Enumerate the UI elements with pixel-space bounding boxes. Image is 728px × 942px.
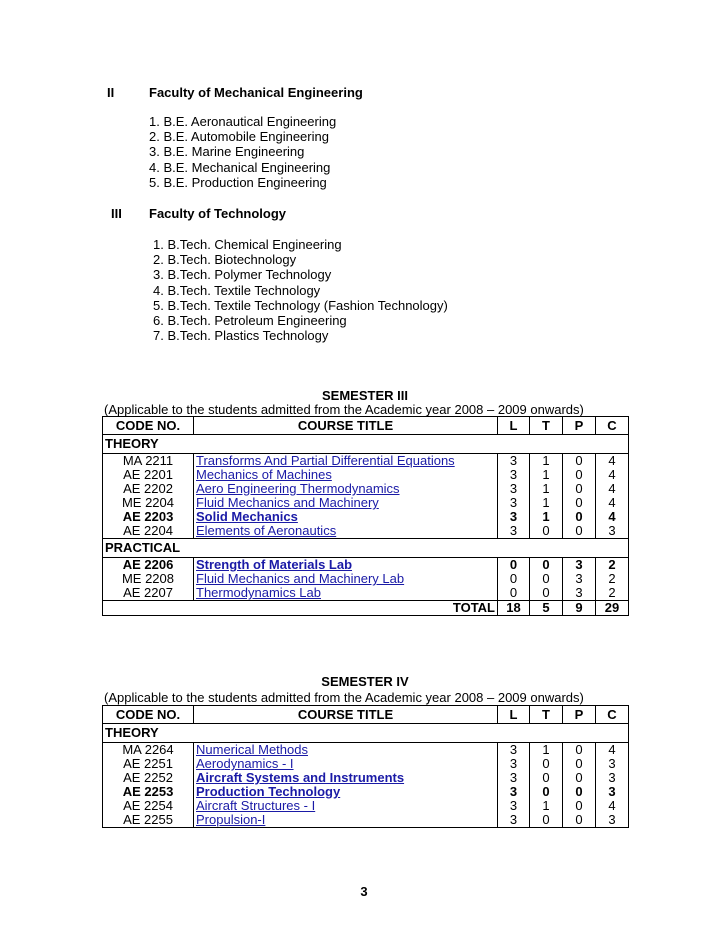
course-l: 3 <box>498 482 530 496</box>
total-t: 5 <box>530 601 563 616</box>
course-p: 0 <box>563 771 596 785</box>
course-l: 0 <box>498 572 530 586</box>
course-title-link[interactable]: Strength of Materials Lab <box>196 557 353 572</box>
header-t: T <box>530 417 563 435</box>
faculty-numeral: III <box>111 206 122 221</box>
course-title-link[interactable]: Production Technology <box>196 785 341 799</box>
page-number: 3 <box>360 884 368 899</box>
course-code: AE 2206 <box>103 558 194 573</box>
course-l: 0 <box>498 586 530 601</box>
header-t: T <box>530 706 563 724</box>
faculty-numeral: II <box>107 85 115 100</box>
course-row <box>103 510 629 524</box>
course-p: 0 <box>563 468 596 482</box>
header-l: L <box>498 706 530 724</box>
course-c: 4 <box>596 743 629 758</box>
program-item: 2. B.Tech. Biotechnology <box>153 252 297 268</box>
course-code: MA 2211 <box>103 454 194 469</box>
course-title-link[interactable]: Aerodynamics - I <box>196 757 294 771</box>
course-code: ME 2204 <box>103 496 194 510</box>
header-p: P <box>563 417 596 435</box>
course-t: 1 <box>530 496 563 510</box>
course-l: 3 <box>498 524 530 539</box>
faculty-title: Faculty of Technology <box>149 206 286 221</box>
course-t: 0 <box>530 771 563 785</box>
header-l: L <box>498 417 530 435</box>
course-title-link[interactable]: Solid Mechanics <box>196 510 298 524</box>
course-t: 0 <box>530 586 563 601</box>
course-title-link[interactable]: Aircraft Systems and Instruments <box>196 771 405 785</box>
course-c: 4 <box>596 454 629 469</box>
section-label: THEORY <box>103 435 629 454</box>
course-code: AE 2203 <box>103 510 194 524</box>
course-p: 0 <box>563 785 596 799</box>
program-item: 2. B.E. Automobile Engineering <box>149 129 329 145</box>
course-p: 0 <box>563 524 596 539</box>
header-code: CODE NO. <box>103 706 194 724</box>
faculty-title: Faculty of Mechanical Engineering <box>149 85 363 100</box>
course-p: 0 <box>563 799 596 813</box>
header-p: P <box>563 706 596 724</box>
total-p: 9 <box>563 601 596 616</box>
course-table <box>102 416 629 616</box>
course-c: 4 <box>596 496 629 510</box>
course-t: 1 <box>530 454 563 469</box>
course-title-cell <box>194 482 498 496</box>
total-c: 29 <box>596 601 629 616</box>
course-t: 0 <box>530 524 563 539</box>
course-t: 0 <box>530 572 563 586</box>
course-title-link[interactable]: Numerical Methods <box>196 742 308 757</box>
course-t: 1 <box>530 799 563 813</box>
course-c: 4 <box>596 468 629 482</box>
course-title-link[interactable]: Fluid Mechanics and Machinery Lab <box>196 572 405 586</box>
program-item: 4. B.E. Mechanical Engineering <box>149 159 331 175</box>
course-row <box>103 743 629 758</box>
course-p: 3 <box>563 586 596 601</box>
course-p: 0 <box>563 482 596 496</box>
course-c: 4 <box>596 482 629 496</box>
table-header-row <box>103 706 629 724</box>
course-title-cell <box>194 799 498 813</box>
course-title-link[interactable]: Transforms And Partial Differential Equations <box>196 453 455 468</box>
course-title-link[interactable]: Elements of Aeronautics <box>196 524 337 538</box>
header-code: CODE NO. <box>103 417 194 435</box>
course-row <box>103 757 629 771</box>
course-t: 1 <box>530 510 563 524</box>
course-p: 0 <box>563 813 596 828</box>
course-t: 0 <box>530 558 563 573</box>
course-title-cell <box>194 813 498 828</box>
program-list <box>149 114 336 190</box>
course-c: 3 <box>596 771 629 785</box>
program-item: 1. B.E. Aeronautical Engineering <box>149 114 337 129</box>
course-c: 2 <box>596 558 629 573</box>
total-row <box>103 601 629 616</box>
course-t: 1 <box>530 743 563 758</box>
program-item: 5. B.E. Production Engineering <box>149 174 327 190</box>
course-title-cell <box>194 586 498 601</box>
course-p: 3 <box>563 558 596 573</box>
course-title-cell <box>194 524 498 539</box>
course-p: 0 <box>563 510 596 524</box>
total-label: TOTAL <box>103 601 498 616</box>
course-l: 3 <box>498 813 530 828</box>
course-c: 3 <box>596 757 629 771</box>
course-title-cell <box>194 785 498 799</box>
program-item: 7. B.Tech. Plastics Technology <box>153 328 329 344</box>
course-l: 3 <box>498 757 530 771</box>
course-p: 0 <box>563 757 596 771</box>
course-code: ME 2208 <box>103 572 194 586</box>
course-row <box>103 454 629 469</box>
course-title-link[interactable]: Thermodynamics Lab <box>196 586 321 600</box>
course-row <box>103 572 629 586</box>
course-row <box>103 771 629 785</box>
course-row <box>103 482 629 496</box>
course-c: 3 <box>596 813 629 828</box>
course-row <box>103 558 629 573</box>
theory-rows <box>103 454 629 539</box>
semester-note: (Applicable to the students admitted from the Academic year 2008 – 2009 onwards) <box>104 690 584 705</box>
course-row <box>103 799 629 813</box>
header-c: C <box>596 417 629 435</box>
course-code: AE 2252 <box>103 771 194 785</box>
header-title: COURSE TITLE <box>194 417 498 435</box>
course-title-cell <box>194 743 498 758</box>
course-title-cell <box>194 558 498 573</box>
theory-rows <box>103 743 629 828</box>
course-c: 4 <box>596 510 629 524</box>
course-l: 3 <box>498 496 530 510</box>
course-code: AE 2254 <box>103 799 194 813</box>
course-title-cell <box>194 454 498 469</box>
course-t: 0 <box>530 813 563 828</box>
course-t: 1 <box>530 468 563 482</box>
course-title-cell <box>194 510 498 524</box>
course-title-link[interactable]: Fluid Mechanics and Machinery <box>196 496 379 510</box>
course-title-cell <box>194 572 498 586</box>
course-title-cell <box>194 757 498 771</box>
course-row <box>103 468 629 482</box>
course-p: 0 <box>563 454 596 469</box>
course-code: AE 2202 <box>103 482 194 496</box>
course-t: 0 <box>530 785 563 799</box>
course-c: 4 <box>596 799 629 813</box>
program-item: 4. B.Tech. Textile Technology <box>153 282 321 298</box>
course-row <box>103 524 629 539</box>
course-row <box>103 586 629 601</box>
semester-note: (Applicable to the students admitted from the Academic year 2008 – 2009 onwards) <box>104 402 584 417</box>
course-title-link[interactable]: Aircraft Structures - I <box>196 799 316 813</box>
section-label: THEORY <box>103 724 629 743</box>
course-code: MA 2264 <box>103 743 194 758</box>
course-code: AE 2253 <box>103 785 194 799</box>
course-title-link[interactable]: Mechanics of Machines <box>196 468 332 482</box>
header-c: C <box>596 706 629 724</box>
program-item: 1. B.Tech. Chemical Engineering <box>153 237 342 252</box>
course-c: 3 <box>596 785 629 799</box>
course-code: AE 2207 <box>103 586 194 601</box>
course-title-cell <box>194 468 498 482</box>
program-item: 3. B.E. Marine Engineering <box>149 144 305 160</box>
practical-rows <box>103 558 629 601</box>
course-c: 2 <box>596 586 629 601</box>
course-c: 3 <box>596 524 629 539</box>
course-t: 1 <box>530 482 563 496</box>
program-item: 6. B.Tech. Petroleum Engineering <box>153 313 347 329</box>
total-l: 18 <box>498 601 530 616</box>
course-title-link[interactable]: Propulsion-I <box>196 813 266 827</box>
course-title-cell <box>194 771 498 785</box>
semester-title: SEMESTER IV <box>321 674 409 689</box>
section-row <box>103 724 629 743</box>
course-l: 0 <box>498 558 530 573</box>
course-title-link[interactable]: Aero Engineering Thermodynamics <box>196 482 400 496</box>
course-p: 0 <box>563 496 596 510</box>
course-c: 2 <box>596 572 629 586</box>
course-table <box>102 705 629 828</box>
course-l: 3 <box>498 799 530 813</box>
semester-title: SEMESTER III <box>322 388 408 403</box>
course-t: 0 <box>530 757 563 771</box>
course-row <box>103 496 629 510</box>
program-list <box>153 237 448 343</box>
program-item: 5. B.Tech. Textile Technology (Fashion Technology) <box>153 297 448 313</box>
course-title-cell <box>194 496 498 510</box>
section-row <box>103 435 629 454</box>
course-code: AE 2204 <box>103 524 194 539</box>
course-l: 3 <box>498 771 530 785</box>
course-p: 0 <box>563 743 596 758</box>
program-item: 3. B.Tech. Polymer Technology <box>153 267 332 283</box>
course-p: 3 <box>563 572 596 586</box>
section-row <box>103 539 629 558</box>
course-l: 3 <box>498 510 530 524</box>
course-code: AE 2251 <box>103 757 194 771</box>
course-row <box>103 785 629 799</box>
course-l: 3 <box>498 454 530 469</box>
course-row <box>103 813 629 828</box>
table-header-row <box>103 417 629 435</box>
course-l: 3 <box>498 785 530 799</box>
header-title: COURSE TITLE <box>194 706 498 724</box>
course-l: 3 <box>498 743 530 758</box>
course-l: 3 <box>498 468 530 482</box>
section-label: PRACTICAL <box>103 539 629 558</box>
course-code: AE 2255 <box>103 813 194 828</box>
course-code: AE 2201 <box>103 468 194 482</box>
